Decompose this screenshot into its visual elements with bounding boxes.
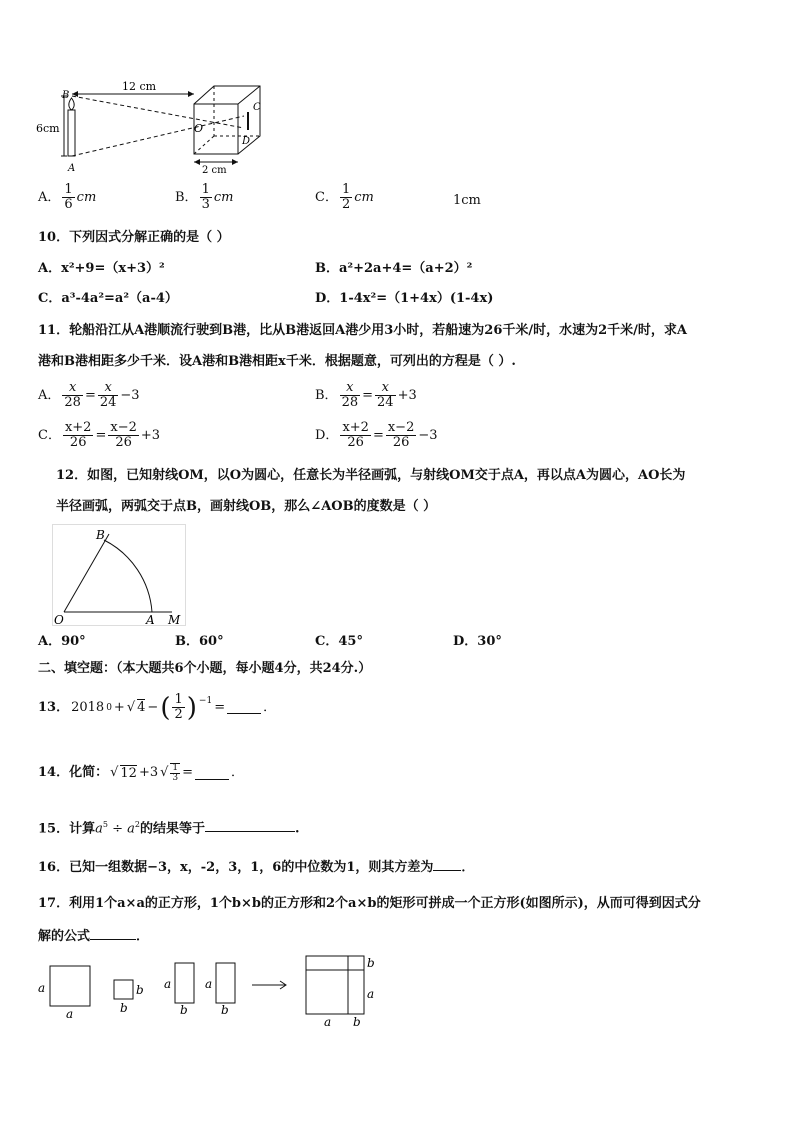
q17-label-b5: b: [367, 956, 375, 970]
q10-option-b: B．a²+2a+4=（a+2）²: [315, 261, 473, 276]
q9-label-D: D: [242, 136, 251, 147]
q17-line1: 17．利用1个a×a的正方形，1个b×b的正方形和2个a×b的矩形可拼成一个正方形(如图所示)，从而可得到因式分: [38, 896, 701, 911]
q17-answer-blank: [90, 927, 136, 940]
q11-option-a: A． $\frac{x}{28}$ = $\frac{x}{24}$ −3: [38, 380, 140, 410]
q9-figure: [34, 76, 274, 176]
q11-option-c: C． $\frac{x+2}{26}$ = $\frac{x-2}{26}$ +3: [38, 420, 161, 450]
q11-option-b: B． $\frac{x}{28}$ = $\frac{x}{24}$ +3: [315, 380, 417, 410]
q17-label-a6: a: [324, 1015, 332, 1029]
q9-label-12cm: 12 cm: [122, 80, 157, 93]
q12-label-O: O: [54, 613, 64, 627]
q9-option-c-fraction: $\frac{1}{2}$: [341, 182, 351, 212]
q9-label-C: C: [253, 102, 261, 113]
q15-answer-blank: [205, 819, 295, 832]
q17-label-b2: b: [120, 1001, 128, 1015]
q17-label-b6: b: [353, 1015, 361, 1029]
q16-answer-blank: [433, 858, 461, 871]
q17-label-b1: b: [136, 983, 144, 997]
q11-stem-line2: 港和B港相距多少千米．设A港和B港相距x千米．根据题意，可列出的方程是（ ）.: [38, 354, 516, 369]
q12-label-A: A: [146, 613, 155, 627]
q12-option-c: C．45°: [315, 634, 363, 649]
q10-option-d: D．1-4x²=（1+4x）(1-4x): [315, 291, 494, 306]
q17-label-a1: a: [38, 981, 46, 995]
q9-label-O: O: [194, 122, 204, 135]
q9-option-b-fraction: $\frac{1}{3}$: [201, 182, 210, 212]
q11-stem-line1: 11．轮船沿江从A港顺流行驶到B港，比从B港返回A港少用3小时，若船速为26千米/时，水速为2千米/时，求A: [38, 323, 688, 338]
q9-option-b: B． $\frac{1}{3}$ cm: [175, 182, 234, 212]
q9-label-B: B: [62, 90, 70, 101]
q11-option-d: D． $\frac{x+2}{26}$ = $\frac{x-2}{26}$ −3: [315, 420, 438, 450]
q12-label-B: B: [96, 528, 105, 542]
q17-label-b3: b: [180, 1003, 188, 1017]
q12-option-b: B．60°: [175, 634, 224, 649]
q12-stem-line1: 12．如图，已知射线OM，以O为圆心，任意长为半径画弧，与射线OM交于点A，再以点A为圆心，AO长为: [56, 468, 686, 483]
q9-option-a-fraction: $\frac{1}{6}$: [64, 182, 73, 212]
q10-stem: 10．下列因式分解正确的是（ ）: [38, 230, 230, 245]
q17-label-b4: b: [221, 1003, 229, 1017]
q13-answer-blank: [227, 701, 261, 714]
q9-option-d: 1cm: [453, 193, 481, 208]
q10-option-c: C．a³-4a²=a²（a-4）: [38, 291, 178, 306]
q17-label-a4: a: [205, 977, 213, 991]
q9-label-6cm: 6cm: [36, 122, 60, 135]
q17-line2: 解的公式 ．: [38, 929, 150, 944]
q17-label-a3: a: [164, 977, 172, 991]
q10-option-a: A．x²+9=（x+3）²: [38, 261, 165, 276]
q9-label-2cm: 2 cm: [202, 165, 227, 176]
q9-option-c: C． $\frac{1}{2}$ cm: [315, 182, 374, 212]
q14: 14．化简： √ 12 +3 √ $\frac{1}{3}$ = ．: [38, 763, 245, 783]
q9-option-a: A． $\frac{1}{6}$ cm: [38, 182, 97, 212]
q17-label-a5: a: [367, 987, 375, 1001]
q13: 13． 2018 0 + √ 4 − ( $\frac{1}{2}$ ) $^{-1}$ = ．: [38, 692, 277, 723]
q17-figure: [34, 952, 384, 1032]
q15: 15．计算$a^5 \div a^2$的结果等于 .: [38, 820, 300, 837]
q16: 16．已知一组数据−3，x，-2，3，1，6的中位数为1，则其方差为 ．: [38, 860, 475, 875]
q12-figure: [52, 524, 188, 628]
q9-label-A: A: [68, 163, 76, 174]
q14-answer-blank: [195, 767, 229, 780]
q12-option-d: D．30°: [453, 634, 502, 649]
q12-label-M: M: [168, 613, 181, 627]
q12-stem-line2: 半径画弧，两弧交于点B，画射线OB，那么∠AOB的度数是（ ）: [56, 499, 437, 514]
q12-option-a: A．90°: [38, 634, 86, 649]
section-2-heading: 二、填空题：（本大题共6个小题，每小题4分，共24分.）: [38, 661, 372, 676]
q17-label-a2: a: [66, 1007, 74, 1021]
